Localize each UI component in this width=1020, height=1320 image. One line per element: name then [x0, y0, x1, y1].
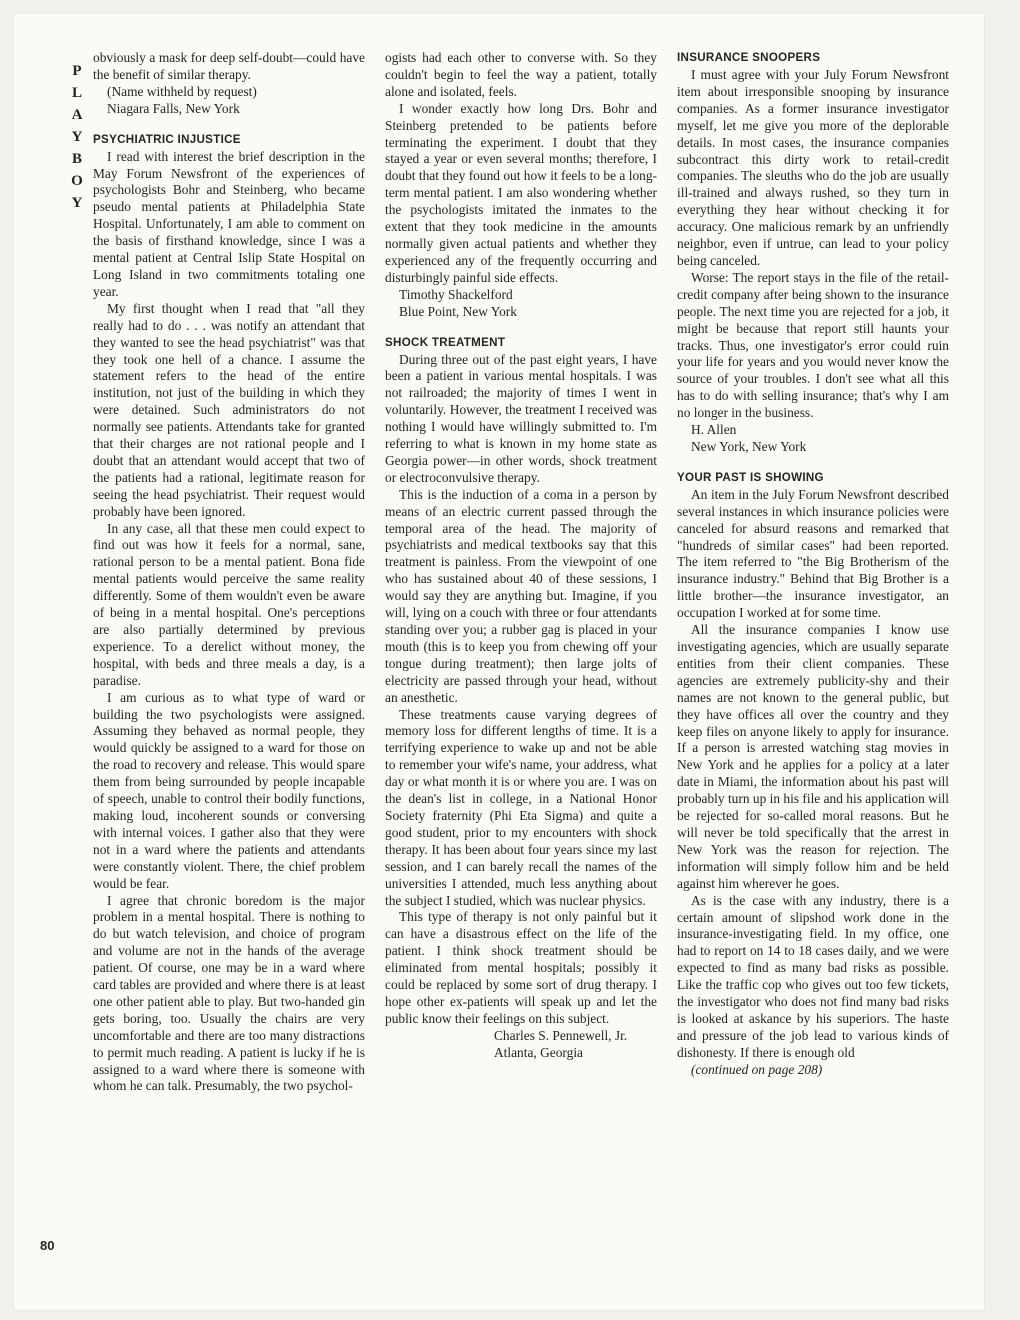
paragraph: These treatments cause varying degrees of memory loss for different lengths of time. It is a terrifying experience to wake up and not be able to remember your wife's name, your address, what day or what month it is or where you are. I was on the dean's list in college, in a National Honor Society fraternity (Phi Eta Sigma) and quite a good student, prior to my encounters with shock therapy. It has been about four years since my last session, and I can barely recall the names of the universities I attended, much less anything about the subject I studied, which was nuclear physics. — [385, 706, 657, 908]
paragraph: I wonder exactly how long Drs. Bohr and Steinberg pretended to be patients before terminating the experiment. I doubt that they stayed a year or even several months; therefore, I doubt that they found out how it feels to be a long-term mental patient. I am also wondering whether the psychologists imitated the inmates to the extent that they took medicine in the amounts normally given actual patients and whether they experienced any of the frequently occurring and disturbingly painful side effects. — [385, 100, 657, 285]
sidebar-letter: L — [71, 85, 82, 101]
paragraph: I am curious as to what type of ward or building the two psychologists were assigned. Assuming they behaved as normal people, they would quickly be assigned to a ward for those on the road to recovery and release. This would spare them from being surrounded by people incapable of speech, unable to control their bodily functions, making loud, incoherent sounds or conversing with internal voices. I gather also that they were not in a ward where the patients and attendants were constantly violent. There, the chief problem would be fear. — [93, 689, 365, 891]
sidebar-letter: B — [71, 151, 82, 167]
paragraph: During three out of the past eight years, I have been a patient in various mental hospitals. I was not railroaded; the majority of times I went in voluntarily. However, the treatment I received was nothing I would have willingly submitted to. I'm referring to what is known in my home state as Georgia power—in other words, shock treatment or electroconvulsive therapy. — [385, 351, 657, 485]
signature-location: Niagara Falls, New York — [107, 100, 240, 116]
section-heading: YOUR PAST IS SHOWING — [677, 470, 824, 484]
paragraph: All the insurance companies I know use investigating agencies, which are usually separate entities from their client companies. These agencies are extremely publicity-shy and their names are not known to the general public, but they have offices all over the country and they keep files on anyone likely to apply for insurance. If a person is arrested watching stag movies in New York and he applies for a policy at a later date in Miami, the information about his past will probably turn up in his file and his application will be rejected for so-called moral reasons. But he will never be told specifically that the arrest in New York was the reason for rejection. The information will simply follow him and be held against him wherever he goes. — [677, 622, 949, 891]
sidebar-letter: O — [71, 173, 83, 189]
signature-name: Charles S. Pennewell, Jr. — [494, 1027, 628, 1043]
paragraph: In any case, all that these men could expect to find out was how it feels for a normal, sane, rational person to be a mental patient. Bona fide mental patients would perceive the same reality differently. Some of them wouldn't even be aware of being in a mental hospital. One's perceptions are also partially determined by previous experience. To a derelict without money, the hospital, with beds and three meals a day, is a paradise. — [93, 520, 365, 688]
signature-name: Timothy Shackelford — [399, 286, 513, 302]
column-1 — [93, 50, 365, 1095]
signature-location: New York, New York — [691, 438, 807, 454]
paragraph: I must agree with your July Forum Newsfront item about irresponsible snooping by insurance companies. As a former insurance investigator myself, let me give you more of the deplorable details. In most cases, the insurance companies subcontract this dirty work to retail-credit companies. The sleuths who do the job are usually ill-trained and always rushed, so they turn in everything they hear without checking it for accuracy. One malicious remark by an unfriendly neighbor, even if untrue, can lead to your policy being canceled. — [677, 67, 949, 268]
paragraph: I agree that chronic boredom is the major problem in a mental hospital. There is nothing to do but watch television, and choice of program and volume are not in the hands of the average patient. Of course, one may be in a ward where card tables are provided and where there is at least one other patient able to play. But two-handed gin gets boring, too. Usually the chairs are very uncomfortable and there are too many distractions to permit much reading. A patient is lucky if he is assigned to a ward where there is someone with whom he can talk. Presumably, the two psychol- — [93, 892, 365, 1094]
paragraph: As is the case with any industry, there is a certain amount of slipshod work done in the insurance-investigating field. In my office, one had to report on 14 to 18 cases daily, and we were expected to find as many bad risks as possible. Like the traffic cop who gives out too few tickets, the investigator who does not find many bad risks is looked at askance by his superiors. The haste and pressure of the job lead to various kinds of dishonesty. If there is enough old — [677, 892, 949, 1060]
page-number: 80 — [40, 1238, 55, 1253]
signature-location: Atlanta, Georgia — [494, 1044, 583, 1060]
paragraph: This is the induction of a coma in a person by means of an electric current passed through the temporal area of the head. The majority of psychiatrists and medical textbooks say that this treatment is painless. From the viewpoint of one who has sustained about 40 of these sessions, I would say they are anything but. Imagine, if you will, lying on a couch with three or four attendants standing over you; a rubber gag is placed in your mouth (this is to keep you from chewing off your tongue during treatment); then large jolts of electricity are passed through your head, without an anesthetic. — [385, 486, 657, 705]
sidebar-letter: Y — [71, 195, 83, 211]
paragraph: This type of therapy is not only painful but it can have a disastrous effect on the life of the patient. I think shock treatment should be eliminated from mental hospitals; possibly it could be replaced by some sort of drug therapy. I hope other ex-patients will speak up and let the public know their feelings on this subject. — [385, 909, 657, 1026]
section-heading: PSYCHIATRIC INJUSTICE — [93, 132, 241, 146]
column-3 — [677, 50, 949, 1079]
paragraph: I read with interest the brief description in the May Forum Newsfront of the experiences of psychologists Bohr and Steinberg, who became pseudo mental patients at Philadelphia State Hospital. Unfortunately, I am able to comment on the basis of firsthand knowledge, since I was a mental patient at Central Islip State Hospital on Long Island in two commitments totaling one year. — [93, 148, 365, 299]
sidebar-letter: A — [71, 107, 83, 123]
paragraph: My first thought when I read that "all they really had to do . . . was notify an attendant that they wanted to see the head psychiatrist" was that they took one hell of a chance. I assume the statement refers to the head of the entire institution, not just of the building in which they were detained. Such administrators do not normally see patients. Attendants take for granted that their charges are not rational people and I doubt that an attendant would accept that two of the patients had a rational, legitimate reason for seeing the head psychiatrist. Their request would probably have been ignored. — [93, 300, 365, 519]
section-heading: SHOCK TREATMENT — [385, 335, 506, 349]
paragraph: obviously a mask for deep self-doubt—could have the benefit of similar therapy. — [93, 50, 365, 82]
magazine-name-vertical — [66, 60, 88, 214]
section-heading: INSURANCE SNOOPERS — [677, 51, 821, 64]
continuation-note: (continued on page 208) — [691, 1061, 823, 1077]
column-2 — [385, 50, 657, 1062]
sidebar-letter: Y — [71, 129, 83, 145]
signature-name: H. Allen — [691, 422, 737, 438]
paragraph: ogists had each other to converse with. So they couldn't begin to feel the way a patient, totally alone and isolated, feels. — [385, 50, 657, 99]
sidebar-letter: P — [72, 63, 82, 79]
signature-location: Blue Point, New York — [399, 303, 517, 319]
paragraph: Worse: The report stays in the file of the retail-credit company after being shown to the insurance people. The next time you are rejected for a job, it might be because that report still haunts your tracks. Thus, one investigator's error could ruin your life for years and you would never know the source of your troubles. I don't see what all this has to do with selling insurance; that's why I am no longer in the business. — [677, 269, 949, 421]
paragraph: An item in the July Forum Newsfront described several instances in which insurance policies were canceled for absurd reasons and remarked that "hundreds of similar cases" had been reported. The item referred to "the Big Brotherism of the insurance industry." Behind that Big Brother is a little brother—the insurance investigator, an occupation I worked at for some time. — [677, 486, 949, 621]
signature-name: (Name withheld by request) — [107, 83, 257, 99]
